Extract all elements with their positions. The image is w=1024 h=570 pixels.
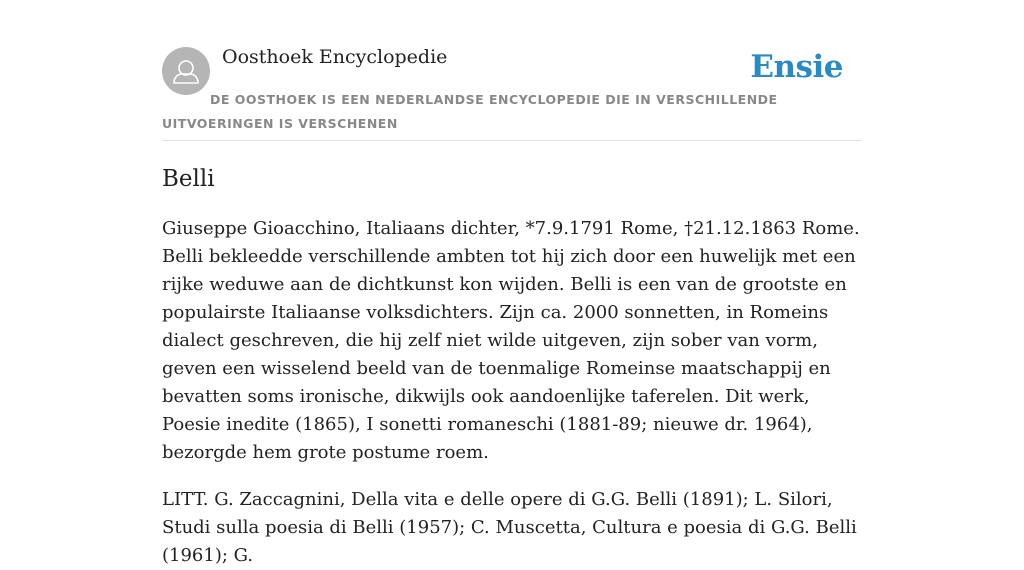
article — [162, 160, 864, 570]
entry-paragraph: Giuseppe Gioacchino, Italiaans dichter, *7.9.1791 Rome, †21.12.1863 Rome. Belli bekleedde verschillende ambten tot hij zich door een huwelijk met een rijke weduwe aan de dichtkunst kon wijden. Belli is een van de grootste en populairste Italiaanse volksdichters. Zijn ca. 2000 sonnetten, in Romeins dialect geschreven, die hij zelf niet wilde uitgeven, zijn sober van vorm, geven een wisselend beeld van de toenmalige Romeinse maatschappij en bevatten soms ironische, dikwijls ook aandoenlijke taferelen. Dit werk, Poesie inedite (1865), I sonetti romaneschi (1881-89; nieuwe dr. 1964), bezorgde hem grote postume roem. — [162, 218, 860, 463]
entry-literature: LITT. G. Zaccagnini, Della vita e delle opere di G.G. Belli (1891); L. Silori, Studi sulla poesia di Belli (1957); C. Muscetta, Cultura e poesia di G.G. Belli (1961); G. — [162, 489, 857, 566]
entry-title: Belli — [162, 166, 215, 192]
site-tagline: DE OOSTHOEK IS EEN NEDERLANDSE ENCYCLOPEDIE DIE IN VERSCHILLENDE UITVOERINGEN IS VERSCHENEN — [162, 92, 778, 131]
site-title[interactable]: Oosthoek Encyclopedie — [222, 46, 448, 68]
brand-logo[interactable]: Ensie — [750, 49, 843, 85]
entry-body — [162, 215, 864, 570]
site-header — [162, 0, 862, 141]
